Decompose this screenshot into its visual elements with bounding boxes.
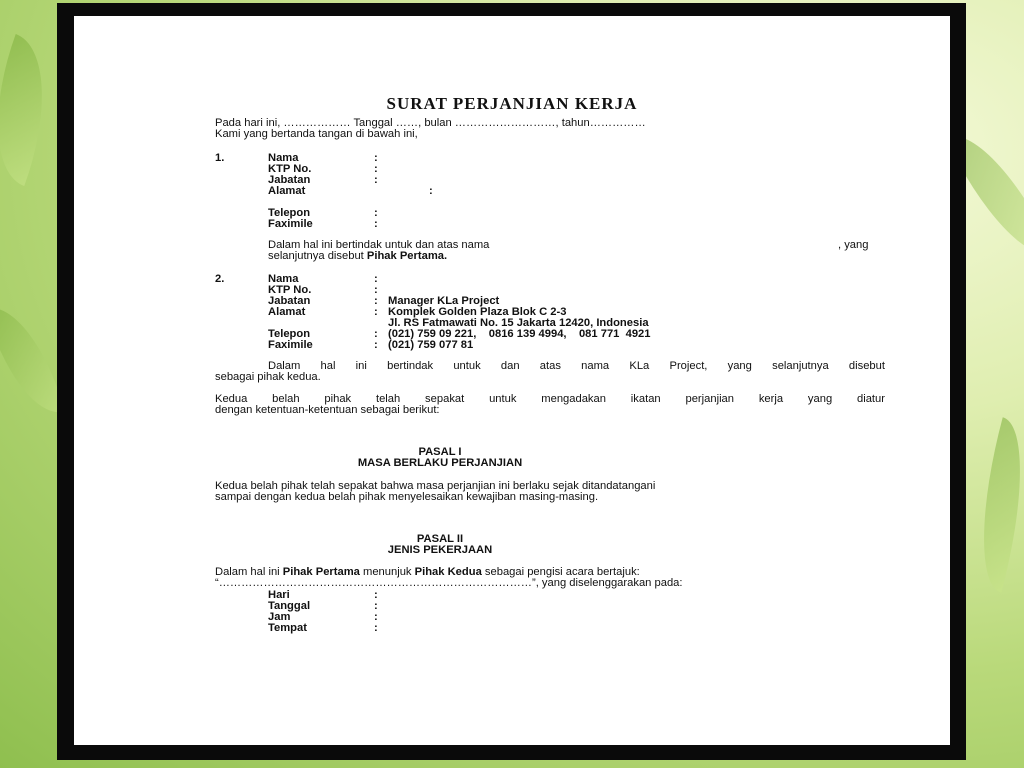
party2-alamat-label: Alamat [268, 306, 306, 318]
party2-alamat-line2: Jl. RS Fatmawati No. 15 Jakarta 12420, Indonesia [388, 317, 649, 329]
party2-telepon-label: Telepon [268, 328, 311, 340]
colon: : [374, 295, 378, 307]
colon: : [374, 589, 378, 601]
party1-nama-label: Nama [268, 152, 299, 164]
leaf-decoration [959, 417, 1024, 593]
pihak-pertama-term: Pihak Pertama. [366, 250, 448, 262]
party1-jabatan-label: Jabatan [268, 174, 311, 186]
party1-alamat-label: Alamat [268, 185, 306, 197]
colon: : [374, 600, 378, 612]
party2-statement-line2: sebagai pihak kedua. [215, 371, 321, 383]
colon: : [374, 218, 378, 230]
party1-number: 1. [215, 152, 225, 164]
pasal2-line2: “…………………………………………………………………………”, yang diselenggarakan pada: [215, 577, 683, 589]
colon: : [374, 163, 378, 175]
colon: : [374, 611, 378, 623]
party2-faximile-label: Faximile [268, 339, 313, 351]
pasal1-line1: Kedua belah pihak telah sepakat bahwa masa perjanjian ini berlaku sejak ditandatangani [215, 480, 656, 492]
colon: : [374, 622, 378, 634]
pasal2-tempat-label: Tempat [268, 622, 307, 634]
party1-ktp-label: KTP No. [268, 163, 312, 175]
party1-faximile-label: Faximile [268, 218, 313, 230]
pasal1-line2: sampai dengan kedua belah pihak menyelesaikan kewajiban masing-masing. [215, 491, 599, 503]
agreement-line2: dengan ketentuan-ketentuan sebagai berikut: [215, 404, 440, 416]
pasal1-heading: PASAL I [418, 446, 462, 458]
pasal2-heading: PASAL II [416, 533, 464, 545]
pasal2-jam-label: Jam [268, 611, 291, 623]
leaf-decoration [0, 296, 65, 425]
party2-number: 2. [215, 273, 225, 285]
pihak-kedua-term: Pihak Kedua [414, 566, 482, 578]
party2-ktp-label: KTP No. [268, 284, 312, 296]
colon: : [374, 284, 378, 296]
document-frame [57, 3, 966, 760]
party2-nama-label: Nama [268, 273, 299, 285]
party2-statement-line1: Dalam hal ini bertindak untuk dan atas nama KLa Project, yang selanjutnya disebut [268, 360, 885, 372]
colon: : [374, 273, 378, 285]
party1-statement-part2: , yang [838, 239, 869, 251]
document-page [74, 16, 950, 745]
colon: : [374, 339, 378, 351]
colon: : [374, 152, 378, 164]
pihak-pertama-term: Pihak Pertama [282, 566, 360, 578]
pasal2-subheading: JENIS PEKERJAAN [387, 544, 493, 556]
document-title: SURAT PERJANJIAN KERJA [386, 94, 638, 113]
party1-telepon-label: Telepon [268, 207, 311, 219]
pasal2-hari-label: Hari [268, 589, 290, 601]
pasal1-subheading: MASA BERLAKU PERJANJIAN [357, 457, 523, 469]
colon: : [374, 207, 378, 219]
intro-line-2: Kami yang bertanda tangan di bawah ini, [215, 128, 418, 140]
party1-statement-line2: selanjutnya disebut Pihak Pertama. [268, 250, 448, 262]
pasal2-line1: Dalam hal ini Pihak Pertama menunjuk Pihak Kedua sebagai pengisi acara bertajuk: [215, 566, 640, 578]
colon: : [374, 174, 378, 186]
colon: : [374, 328, 378, 340]
party2-faximile-value: (021) 759 077 81 [388, 339, 474, 351]
pasal2-tanggal-label: Tanggal [268, 600, 311, 612]
agreement-line1: Kedua belah pihak telah sepakat untuk mengadakan ikatan perjanjian kerja yang diatur [215, 393, 885, 405]
party2-alamat-line1: Komplek Golden Plaza Blok C 2-3 [388, 306, 567, 318]
intro-line-1: Pada hari ini, ……………… Tanggal ……, bulan ………………………, tahun…………… [215, 117, 646, 129]
party2-jabatan-value: Manager KLa Project [388, 295, 500, 307]
colon: : [429, 185, 433, 197]
party2-telepon-value: (021) 759 09 221, 0816 139 4994, 081 771 4921 [388, 328, 651, 340]
colon: : [374, 306, 378, 318]
party2-jabatan-label: Jabatan [268, 295, 311, 307]
party1-statement-part1: Dalam hal ini bertindak untuk dan atas nama [268, 239, 490, 251]
